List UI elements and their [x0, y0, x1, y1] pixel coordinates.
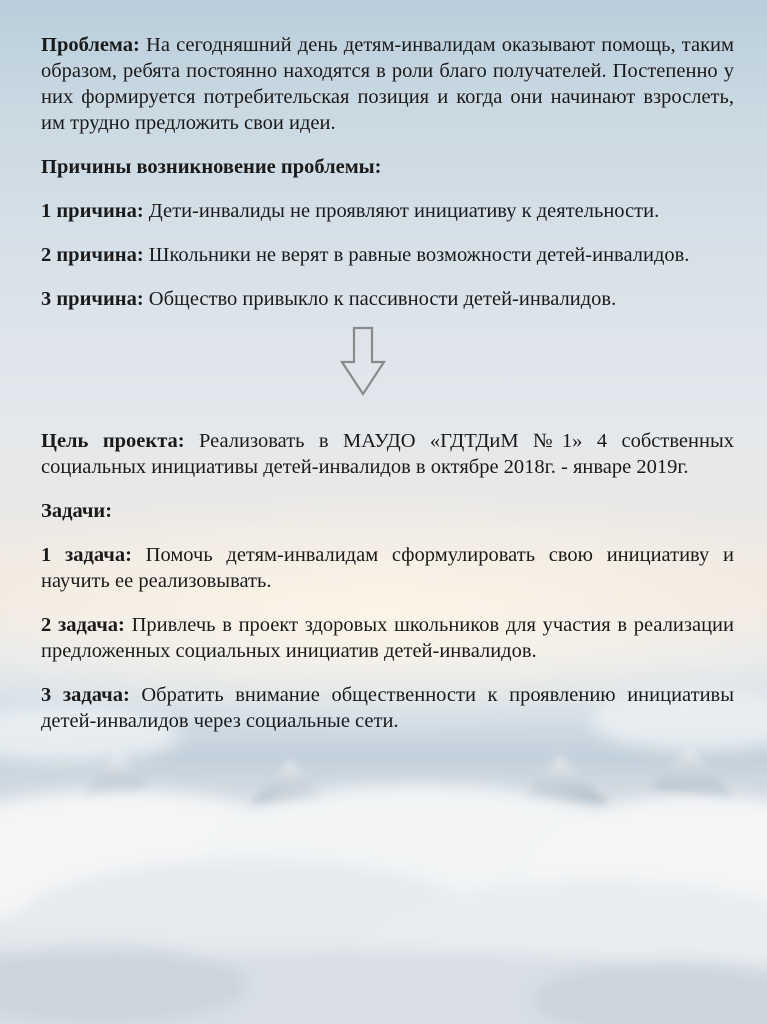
task-3-text: Обратить внимание общественности к проявлению инициативы детей-инвалидов через социальные сети.: [41, 684, 735, 732]
cause-2: [41, 242, 734, 268]
goal-text: Реализовать в МАУДО «ГДТДиМ №1» 4 собственных социальных инициативы детей-инвалидов в октябре 2018г. - январе 2019г.: [41, 430, 734, 478]
document-body: [41, 32, 734, 752]
cause-3: [41, 286, 734, 312]
cause-3-label: 3 причина:: [41, 288, 144, 310]
causes-heading-text: Причины возникновение проблемы:: [41, 156, 382, 178]
cause-2-label: 2 причина:: [41, 244, 144, 266]
task-1-text: Помочь детям-инвалидам сформулировать свою инициативу и научить ее реализовывать.: [41, 544, 734, 592]
cause-2-text: Школьники не верят в равные возможности детей-инвалидов.: [143, 244, 690, 266]
arrow-container: [41, 330, 734, 402]
task-3-label: 3 задача:: [41, 684, 130, 706]
cause-1-label: 1 причина:: [41, 200, 144, 222]
task-1-label: 1 задача:: [41, 544, 132, 566]
task-2-label: 2 задача:: [41, 614, 125, 636]
task-3: [41, 682, 734, 734]
goal-label: Цель проекта:: [41, 430, 185, 452]
cause-1-text: Дети-инвалиды не проявляют инициативу к деятельности.: [143, 200, 660, 222]
task-1: [41, 542, 734, 594]
causes-heading: [41, 154, 734, 180]
problem-text: На сегодняшний день детям-инвалидам оказывают помощь, таким образом, ребята постоянно находятся в роли благо получателей. Постепенно у них формируется потребительская позиция и когда они начинают взрослеть, им трудно предложить свои идеи.: [41, 34, 734, 134]
cause-1: [41, 198, 734, 224]
problem-paragraph: [41, 32, 734, 136]
down-arrow-icon: [340, 326, 386, 398]
task-2-text: Привлечь в проект здоровых школьников для участия в реализации предложенных социальных инициатив детей-инвалидов.: [41, 614, 735, 662]
tasks-heading: [41, 498, 734, 524]
problem-label: Проблема:: [41, 34, 140, 56]
task-2: [41, 612, 734, 664]
tasks-heading-text: Задачи:: [41, 500, 113, 522]
goal-paragraph: [41, 428, 734, 480]
cause-3-text: Общество привыкло к пассивности детей-инвалидов.: [143, 288, 617, 310]
